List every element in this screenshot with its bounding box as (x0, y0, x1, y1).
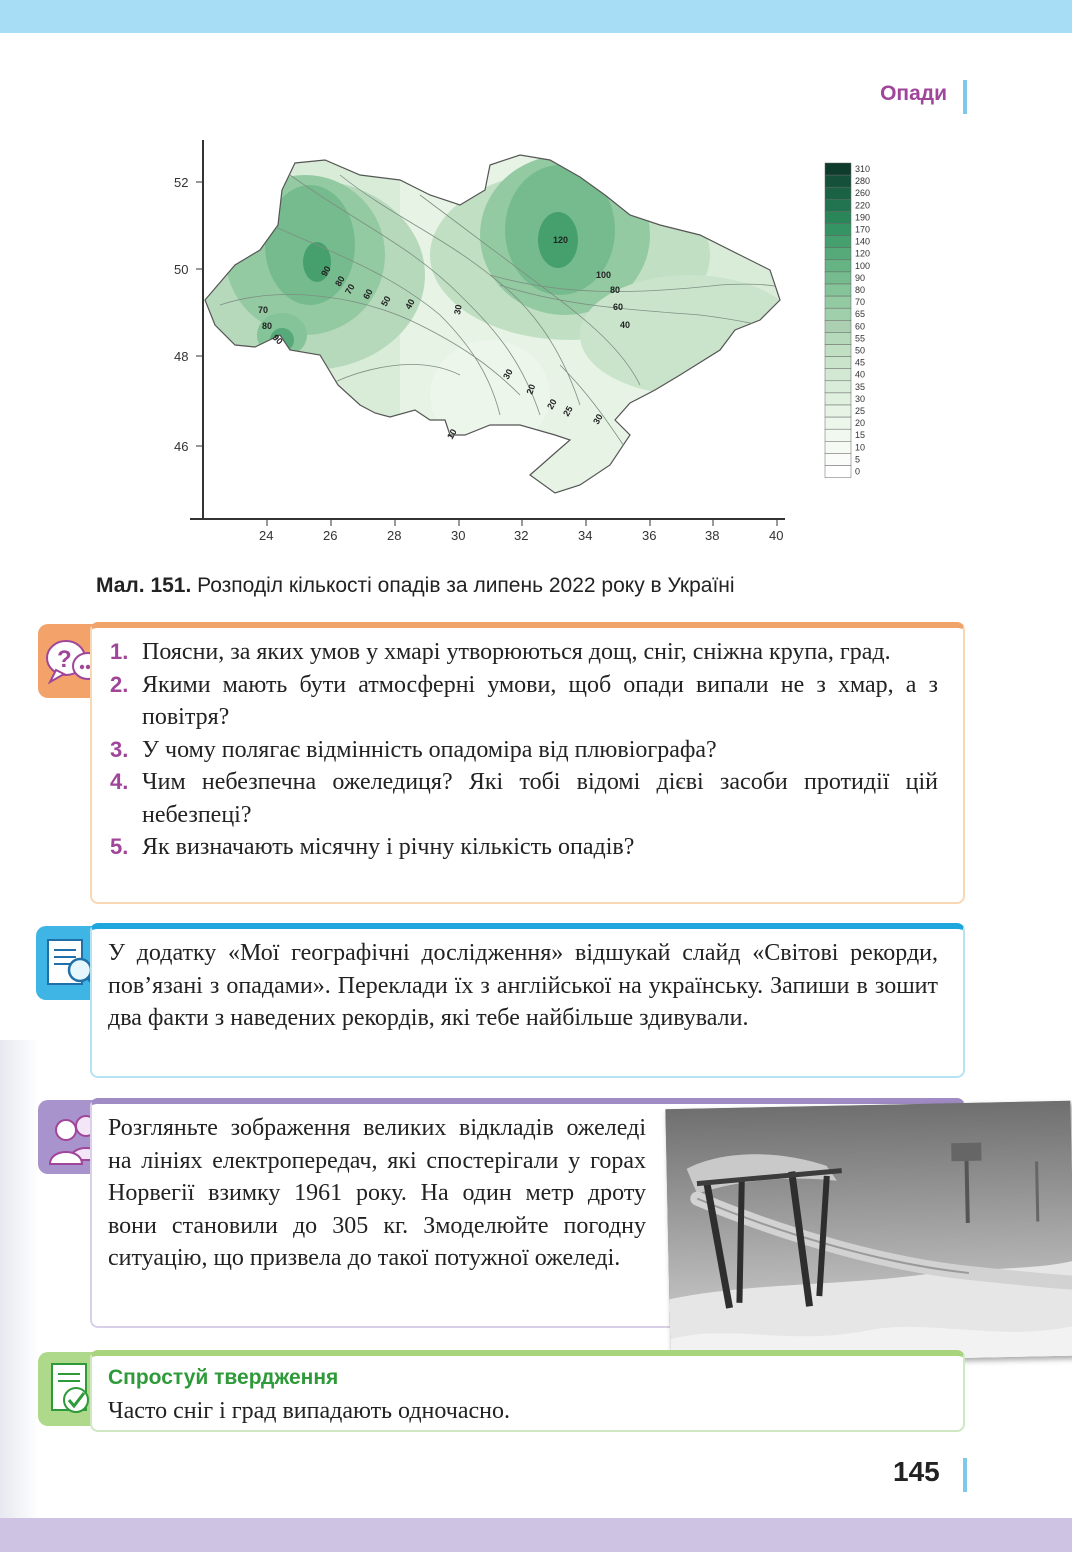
refute-title: Спростуй твердження (108, 1366, 339, 1389)
x-tick-label: 32 (514, 528, 529, 543)
x-tick-label: 24 (259, 528, 274, 543)
contour-label: 20 (524, 382, 538, 396)
legend-swatch (825, 211, 851, 223)
legend-label: 190 (855, 212, 871, 223)
contour-label: 50 (379, 294, 393, 308)
list-item: 5. Як визначають місячну і річну кількість опадів? (110, 834, 635, 860)
page-number-rule (963, 1458, 967, 1492)
legend-label: 40 (855, 369, 866, 380)
legend-label: 45 (855, 357, 866, 368)
legend-swatch (825, 187, 851, 199)
contour-label: 80 (262, 321, 273, 331)
legend-swatch (825, 357, 851, 369)
legend-swatch (825, 320, 851, 332)
x-tick-label: 36 (642, 528, 657, 543)
x-tick-label: 26 (323, 528, 338, 543)
legend-label: 25 (855, 406, 866, 416)
legend-swatch (825, 260, 851, 272)
legend-swatch (825, 296, 851, 308)
questions-list (110, 636, 938, 864)
x-axis-ticks (259, 519, 783, 543)
y-axis-ticks (174, 175, 203, 454)
precipitation-map (160, 135, 900, 550)
group-task-text: Розгляньте зображення великих відкладів ожеледі на лініях електропередач, які спостерігали у горах Норвегії взимку 1961 року. На один метр дроту вони становили до 305 кг. Змоделюйте погодну ситуацію, що призвела до такої потужної ожеледі. (108, 1115, 646, 1271)
legend-label: 220 (855, 200, 871, 211)
top-band (0, 0, 1072, 33)
legend-label: 5 (855, 454, 861, 465)
legend-swatch (825, 224, 851, 236)
figure-caption (96, 574, 735, 598)
y-tick-label: 52 (174, 175, 189, 190)
contour-label: 10 (445, 427, 459, 441)
contour-label: 80 (610, 285, 621, 295)
legend-label: 170 (855, 224, 871, 235)
legend-swatch (825, 345, 851, 357)
legend-swatch (825, 284, 851, 296)
contour-label: 70 (343, 282, 357, 296)
legend-swatch (825, 466, 851, 478)
research-text: У додатку «Мої географічні дослідження» відшукай слайд «Світові рекорди, пов’язані з опадами». Переклади їх з англійської на українську. Запиши в зошит два факти з наведених рекордів, які тебе найбільше здивували. (108, 940, 938, 1031)
page-number: 145 (893, 1456, 940, 1487)
legend-label: 10 (855, 442, 866, 453)
legend-label: 50 (855, 345, 866, 356)
x-tick-label: 34 (578, 528, 593, 543)
legend-label: 120 (855, 248, 871, 259)
legend-swatch (825, 332, 851, 344)
caption-text: Розподіл кількості опадів за липень 2022 року в Україні (191, 574, 735, 597)
contour-label: 70 (258, 305, 269, 315)
bottom-band (0, 1518, 1072, 1552)
legend-swatch (825, 429, 851, 441)
legend-label: 60 (855, 321, 866, 332)
legend-label: 280 (855, 176, 871, 187)
legend-label: 0 (855, 466, 861, 477)
contour-label: 100 (596, 270, 612, 280)
contour-label: 25 (561, 404, 575, 418)
legend-label: 20 (855, 418, 866, 429)
legend-swatch (825, 308, 851, 320)
svg-text:?: ? (57, 646, 72, 673)
contour-label: 30 (591, 412, 605, 426)
list-item: 2. Якими мають бути атмосферні умови, щоб опади випали не з хмар, а з повітря? (110, 671, 938, 730)
list-item: 4. Чим небезпечна ожеледиця? Які тобі відомі дієві засоби протидії цій небезпеці? (110, 769, 938, 828)
contour-label: 60 (361, 287, 375, 301)
contour-label: 90 (319, 264, 333, 278)
left-edge-shade (0, 1040, 40, 1518)
contour-label: 120 (553, 235, 569, 245)
list-item: 3. У чому полягає відмінність опадоміра від плювіографа? (110, 736, 717, 763)
legend-swatch (825, 248, 851, 260)
icing-photo (665, 1101, 1072, 1364)
contour-label: 20 (545, 397, 559, 411)
legend-label: 100 (855, 260, 871, 271)
running-head: Опади (880, 82, 947, 105)
legend-label: 310 (855, 164, 871, 174)
legend-swatch (825, 236, 851, 248)
legend-swatch (825, 369, 851, 381)
caption-label: Мал. 151. (96, 574, 192, 597)
refute-statement: Часто сніг і град випадають одночасно. (108, 1398, 510, 1424)
legend-swatch (825, 393, 851, 405)
legend-swatch (825, 381, 851, 393)
legend-swatch (825, 163, 851, 175)
y-tick-label: 50 (174, 262, 189, 277)
legend-label: 35 (855, 381, 866, 392)
x-tick-label: 38 (705, 528, 720, 543)
legend-label: 90 (855, 272, 866, 283)
precipitation-map-figure (160, 135, 900, 550)
legend-swatch (825, 417, 851, 429)
contour-label: 30 (501, 367, 515, 381)
y-tick-label: 46 (174, 439, 189, 454)
legend-swatch (825, 453, 851, 465)
legend-label: 30 (855, 393, 866, 404)
legend-swatch (825, 199, 851, 211)
legend-label: 260 (855, 188, 871, 199)
legend-label: 80 (855, 285, 866, 295)
contour-label: 30 (452, 303, 464, 316)
list-item: 1. Поясни, за яких умов у хмарі утворюються дощ, сніг, сніжна крупа, град. (110, 639, 891, 665)
contour-label: 60 (613, 302, 624, 312)
legend-swatch (825, 441, 851, 453)
x-tick-label: 30 (451, 528, 466, 543)
x-tick-label: 40 (769, 528, 784, 543)
precipitation-zones (160, 135, 900, 550)
ice-covered-powerlines-image (665, 1101, 1072, 1364)
legend-label: 70 (855, 297, 866, 308)
y-tick-label: 48 (174, 349, 189, 364)
contour-label: 80 (333, 274, 347, 288)
x-tick-label: 28 (387, 528, 402, 543)
contour-label: 90 (270, 332, 285, 347)
legend (825, 163, 870, 478)
header-rule (963, 80, 967, 114)
legend-swatch (825, 405, 851, 417)
legend-label: 15 (855, 430, 866, 441)
contour-label: 40 (403, 297, 417, 311)
legend-label: 140 (855, 236, 871, 247)
legend-label: 65 (855, 309, 866, 320)
legend-swatch (825, 175, 851, 187)
legend-swatch (825, 272, 851, 284)
contour-label: 40 (620, 320, 631, 330)
legend-label: 55 (855, 333, 866, 344)
